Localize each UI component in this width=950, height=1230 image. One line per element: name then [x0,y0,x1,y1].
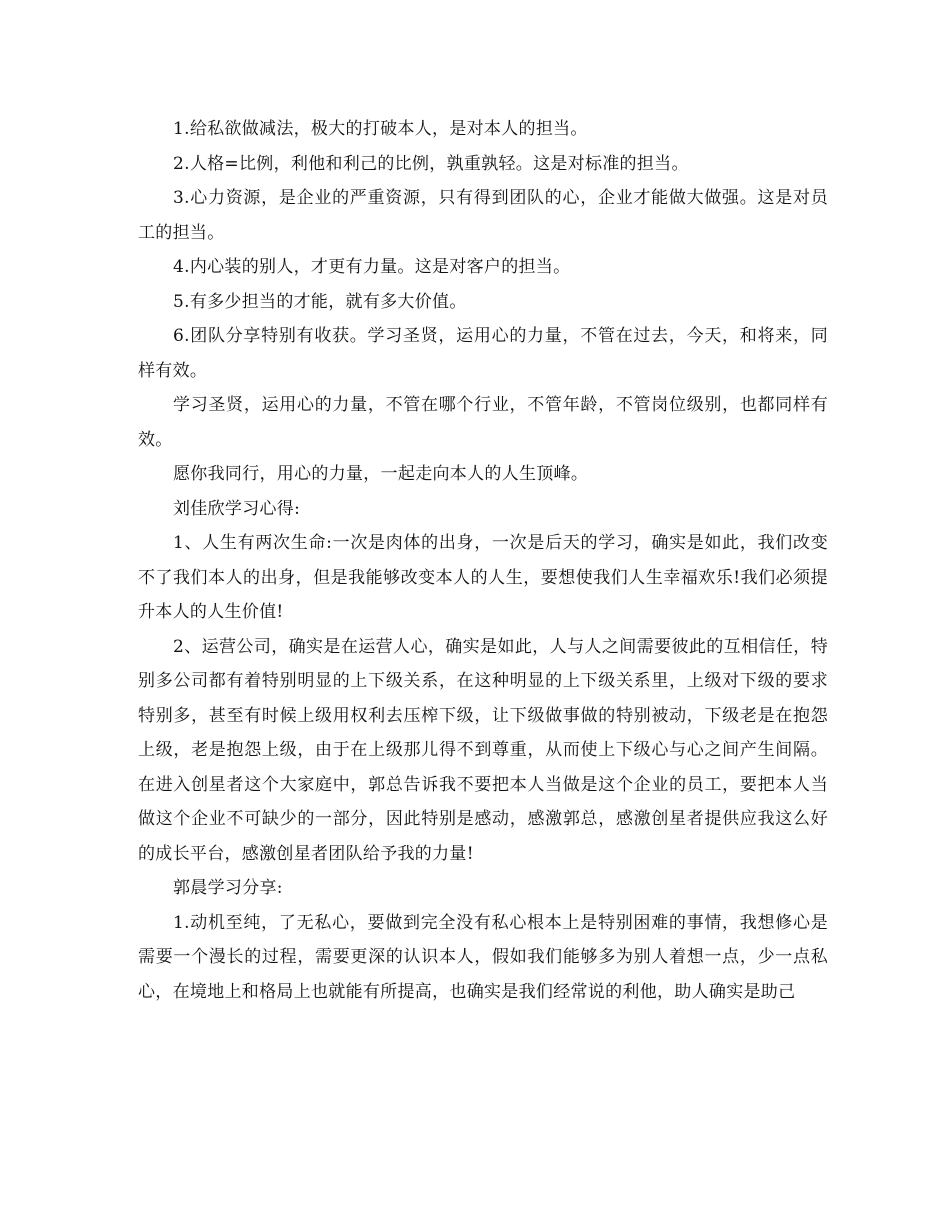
paragraph: 4.内心装的别人，才更有力量。这是对客户的担当。 [173,257,571,277]
paragraph: 3.心力资源，是企业的严重资源，只有得到团队的心，企业才能做大做强。这是对员工的担当。 [138,188,828,243]
section-heading: 刘佳欣学习心得: [173,498,301,519]
paragraph: 愿你我同行，用心的力量，一起走向本人的人生顶峰。 [173,464,589,484]
paragraph: 2.人格=比例，利他和利己的比例，孰重孰轻。这是对标准的担当。 [173,153,689,174]
section-heading: 郭晨学习分享: [173,878,283,898]
paragraph: 1.给私欲做减法，极大的打破本人，是对本人的担当。 [173,119,588,139]
paragraph: 学习圣贤，运用心的力量，不管在哪个行业，不管年龄，不管岗位级别，也都同样有效。 [138,395,828,450]
paragraph: 2、运营公司，确实是在运营人心，确实是如此，人与人之间需要彼此的互相信任，特别多公司都有着特别明显的上下级关系，在这种明显的上下级关系里，上级对下级的要求特别多，甚至有时候上级用权利去压榨下级，让下级做事做的特别被动，下级老是在抱怨上级，老是抱怨上级，由于在上级那儿得不到尊重，从而使上下级心与心之间产生间隔。在进入创星者这个大家庭中，郭总告诉我不要把本人当做是这个企业的员工，要把本人当做这个企业不可缺少的一部分，因此特别是感动，感激郭总，感激创星者提供应我这么好的成长平台，感激创星者团队给予我的力量! [138,636,828,864]
paragraph: 6.团队分享特别有收获。学习圣贤，运用心的力量，不管在过去，今天，和将来，同样有效。 [138,326,828,381]
document-body [138,112,828,1009]
paragraph: 1.动机至纯，了无私心，要做到完全没有私心根本上是特别困难的事情，我想修心是需要一个漫长的过程，需要更深的认识本人，假如我们能够多为别人着想一点，少一点私心，在境地上和格局上也就能有所提高，也确实是我们经常说的利他，助人确实是助己 [138,912,828,1002]
paragraph: 5.有多少担当的才能，就有多大价值。 [173,291,467,312]
paragraph: 1、人生有两次生命:一次是肉体的出身，一次是后天的学习，确实是如此，我们改变不了我们本人的出身，但是我能够改变本人的人生，要想使我们人生幸福欢乐!我们必须提升本人的人生价值! [138,533,828,622]
